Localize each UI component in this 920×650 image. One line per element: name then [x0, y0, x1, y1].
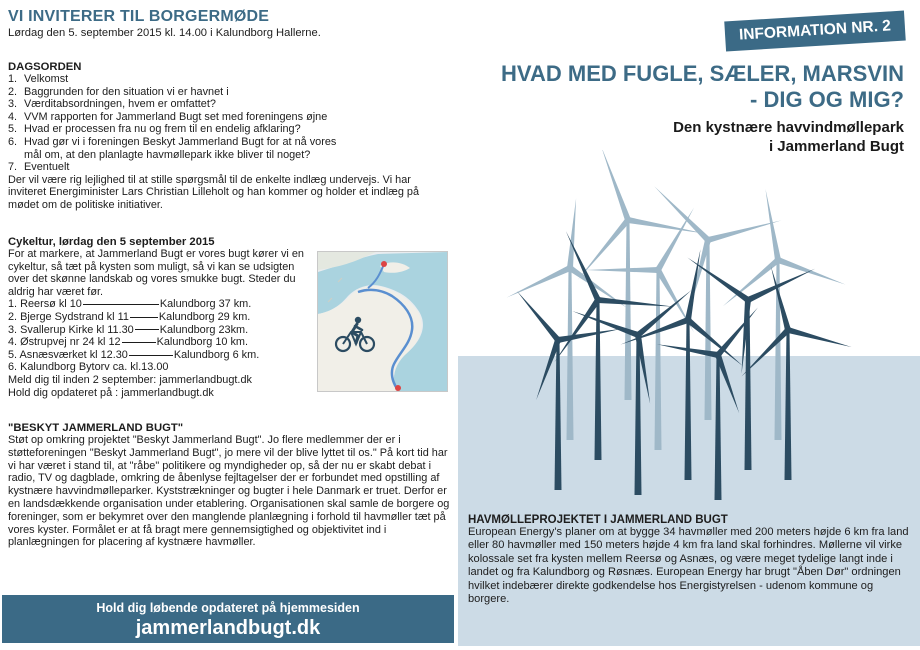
- agenda-item: 5. Hvad er processen fra nu og frem til en endelig afklaring?: [8, 123, 301, 136]
- agenda-item: 7. Eventuelt: [8, 161, 70, 174]
- subheadline: Den kystnære havvindmøllepark i Jammerland Bugt: [673, 119, 904, 155]
- footer-banner: [2, 595, 454, 643]
- agenda-heading: DAGSORDEN: [8, 61, 82, 73]
- agenda-closing: Der vil være rig lejlighed til at stille spørgsmål til de enkelte indlæg undervejs. Vi har inviteret Energiminister Lars Christian Lilleholt og han kommer og holder et indlæg på mødet om de politiske initiativer.: [8, 173, 420, 211]
- wind-turbine: [507, 198, 628, 440]
- wind-turbine: [741, 266, 851, 480]
- project-section: [468, 514, 913, 606]
- agenda-item: 6. Hvad gør vi i foreningen Beskyt Jammerland Bugt for at nå vores mål om, at den planlagte havmøllepark ikke bliver til noget?: [8, 135, 337, 161]
- bike-last-stop: 6. Kalundborg Bytorv ca. kl.13.00: [8, 361, 169, 374]
- invitation-section: [8, 8, 450, 212]
- footer-website[interactable]: jammerlandbugt.dk: [135, 617, 321, 639]
- cyclist-icon: [334, 316, 376, 354]
- agenda-item: 1. Velkomst: [8, 73, 69, 85]
- beskyt-body: Støt op omkring projektet "Beskyt Jammerland Bugt". Jo flere medlemmer der er i støtteforeningen "Beskyt Jammerland Bugt", jo mere vil der blive lyttet til os." På kort tid har vi har været i stand til, at "råbe" politikere og myndigheder op, så der nu er skabt debat i radio, TV og dagblade, omkring de åbenlyse fejltagelser der er forbundet med opstilling af kystnære havvindmølleparker. Kyststrækninger og bugter i hele Danmark er truet. Derfor er en landsdækkende organisation under etablering. Organisationen skal samle de borgere og foreninger, som er bekymret over den manglende planlægning i forhold til havmøller tæt på vores kyster. Formålet er at få bragt mere gennemsigtighed og objektivitet ind i planlægningen for placering af kystnære havmøller.: [8, 434, 450, 549]
- agenda-list: [8, 73, 450, 174]
- bike-tour-heading: Cykeltur, lørdag den 5 september 2015: [8, 236, 215, 248]
- headline: HVAD MED FUGLE, SÆLER, MARSVIN - DIG OG MIG?: [501, 61, 904, 112]
- beskyt-heading: "BESKYT JAMMERLAND BUGT": [8, 422, 184, 434]
- information-badge: INFORMATION NR. 2: [724, 11, 905, 52]
- invitation-date: Lørdag den 5. september 2015 kl. 14.00 i Kalundborg Hallerne.: [8, 27, 321, 39]
- bike-stop: 3. Svallerup Kirke kl 11.30 Kalundborg 23km.: [8, 323, 249, 336]
- route-map-image: [317, 251, 448, 392]
- bike-signup: Meld dig til inden 2 september: jammerlandbugt.dk: [8, 373, 252, 386]
- bike-stop: 5. Asnæsværket kl 12.30 Kalundborg 6 km.: [8, 348, 260, 361]
- bike-update: Hold dig opdateret på : jammerlandbugt.dk: [8, 386, 214, 399]
- bike-stop: 1. Reersø kl 10 Kalundborg 37 km.: [8, 298, 252, 311]
- bike-stop: 2. Bjerge Sydstrand kl 11 Kalundborg 29 km.: [8, 310, 251, 323]
- bike-stop: 4. Østrupvej nr 24 kl 12 Kalundborg 10 km.: [8, 336, 249, 349]
- footer-text: Hold dig løbende opdateret på hjemmesiden: [96, 601, 360, 615]
- invitation-title: VI INVITERER TIL BORGERMØDE: [8, 8, 270, 25]
- bike-tour-intro: For at markere, at Jammerland Bugt er vores bugt kører vi en cykeltur, så tæt på kysten som muligt, så vi kan se udsigten over det skønne landskab og vores smukke bugt. Steder du aldrig har været før.: [8, 248, 304, 298]
- wind-turbines-illustration: [458, 150, 920, 510]
- beskyt-section: [8, 422, 453, 549]
- wind-turbine: [572, 290, 691, 495]
- project-body: European Energy's planer om at bygge 34 havmøller med 200 meters højde 6 km fra land eller 80 havmøller med 150 meters højde 4 km fra land skal forhindres. Møllerne vil virke kolossale set fra kysten mellem Reersø og Asnæs, og være meget tydelige langt inde i landet og fra Kalundborg og Røsnæs. European Energy har brugt "Åben Dør" ordningen hvilket indebærer direkte godkendelse hos Energistyrelsen - udenom kommune og borgere.: [468, 526, 909, 606]
- agenda-item: 2. Baggrunden for den situation vi er havnet i: [8, 85, 229, 98]
- agenda-item: 3. Værditabsordningen, hvem er omfattet?: [8, 98, 216, 111]
- agenda-item: 4. VVM rapporten for Jammerland Bugt set med foreningens øjne: [8, 110, 328, 123]
- project-heading: HAVMØLLEPROJEKTET I JAMMERLAND BUGT: [468, 514, 728, 526]
